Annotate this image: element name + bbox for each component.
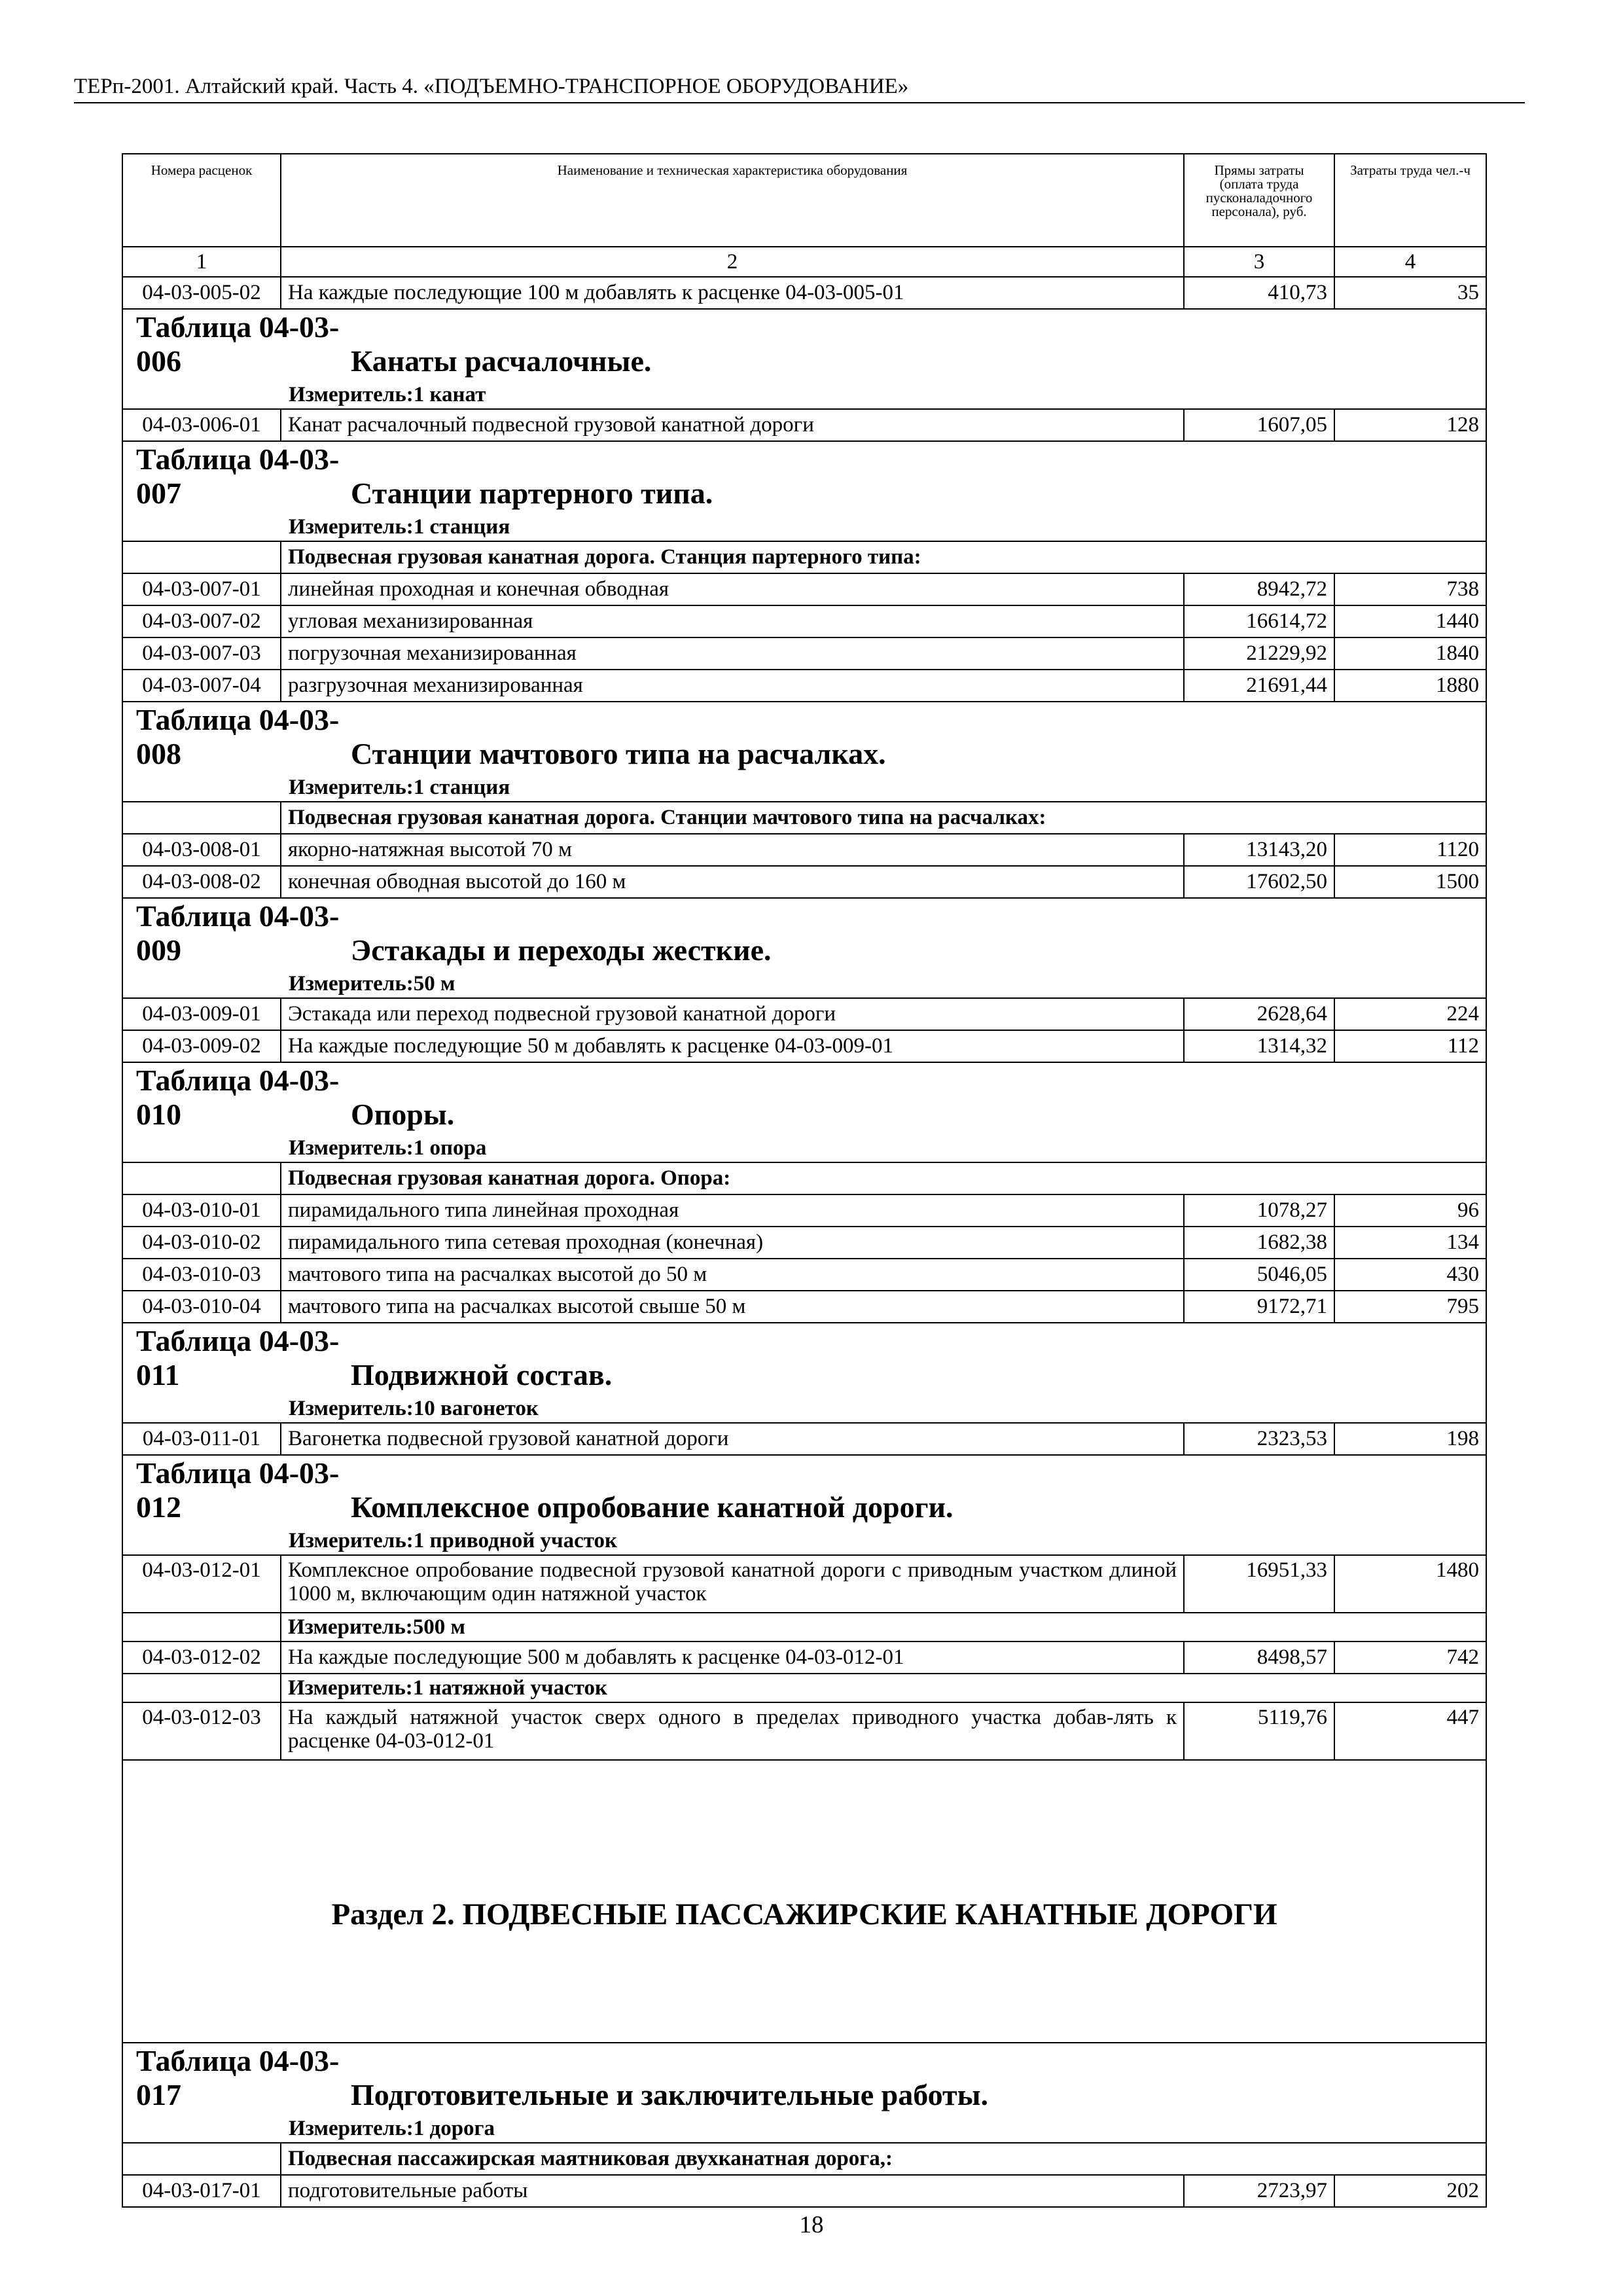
- labor-cost: 96: [1334, 1194, 1486, 1227]
- measure-unit: Измеритель:1 канат: [122, 381, 1486, 409]
- direct-cost: 2628,64: [1184, 998, 1334, 1030]
- direct-cost: 1607,05: [1184, 409, 1334, 441]
- measure-unit: Измеритель:10 вагонеток: [122, 1395, 1486, 1423]
- rate-description: угловая механизированная: [281, 605, 1184, 637]
- table-row: [122, 573, 1486, 605]
- table-name: Эстакады и переходы жесткие.: [351, 933, 772, 967]
- measure-row: [122, 513, 1486, 541]
- rate-code: 04-03-009-02: [122, 1030, 281, 1062]
- rate-code: 04-03-008-02: [122, 866, 281, 898]
- table-number: Таблица 04-03-012: [136, 1456, 340, 1524]
- table-row: [122, 1702, 1486, 1760]
- measure-row: [122, 1613, 1486, 1641]
- table-row: [122, 1641, 1486, 1674]
- rate-code: 04-03-007-01: [122, 573, 281, 605]
- table-name: Подготовительные и заключительные работы.: [351, 2078, 989, 2111]
- rate-description: якорно-натяжная высотой 70 м: [281, 834, 1184, 866]
- header-code: Номера расценок: [122, 154, 281, 247]
- table-name: Станции мачтового типа на расчалках.: [351, 737, 886, 770]
- table-name: Опоры.: [351, 1098, 455, 1131]
- table-title: [122, 1323, 1486, 1395]
- empty-cell: [122, 541, 281, 573]
- table-row: [122, 670, 1486, 702]
- table-row: [122, 998, 1486, 1030]
- table-title: [122, 441, 1486, 513]
- table-number: Таблица 04-03-007: [136, 442, 340, 510]
- labor-cost: 447: [1334, 1702, 1486, 1760]
- direct-cost: 1078,27: [1184, 1194, 1334, 1227]
- rate-description: На каждые последующие 100 м добавлять к расценке 04-03-005-01: [281, 277, 1184, 309]
- table-row: [122, 1194, 1486, 1227]
- labor-cost: 1120: [1334, 834, 1486, 866]
- measure-row: [122, 774, 1486, 802]
- table-title-row: [122, 898, 1486, 970]
- labor-cost: 198: [1334, 1423, 1486, 1455]
- rate-description: конечная обводная высотой до 160 м: [281, 866, 1184, 898]
- direct-cost: 1682,38: [1184, 1227, 1334, 1259]
- table-title: [122, 2043, 1486, 2115]
- table-title: [122, 898, 1486, 970]
- direct-cost: 21229,92: [1184, 637, 1334, 670]
- column-number: 2: [281, 247, 1184, 277]
- rate-code: 04-03-005-02: [122, 277, 281, 309]
- table-title: [122, 702, 1486, 774]
- rate-description: погрузочная механизированная: [281, 637, 1184, 670]
- subheading-row: [122, 802, 1486, 834]
- column-number: 1: [122, 247, 281, 277]
- measure-row: [122, 1395, 1486, 1423]
- labor-cost: 742: [1334, 1641, 1486, 1674]
- labor-cost: 1440: [1334, 605, 1486, 637]
- labor-cost: 202: [1334, 2175, 1486, 2207]
- table-number: Таблица 04-03-017: [136, 2044, 340, 2111]
- rate-description: пирамидального типа сетевая проходная (конечная): [281, 1227, 1184, 1259]
- rate-code: 04-03-006-01: [122, 409, 281, 441]
- rate-code: 04-03-012-01: [122, 1555, 281, 1613]
- table-row: [122, 1291, 1486, 1323]
- measure-unit: Измеритель:1 опора: [122, 1134, 1486, 1162]
- measure-row: [122, 1527, 1486, 1555]
- table-row: [122, 1030, 1486, 1062]
- table-number: Таблица 04-03-009: [136, 899, 340, 967]
- rate-code: 04-03-010-02: [122, 1227, 281, 1259]
- rate-description: Канат расчалочный подвесной грузовой канатной дороги: [281, 409, 1184, 441]
- labor-cost: 1880: [1334, 670, 1486, 702]
- direct-cost: 8498,57: [1184, 1641, 1334, 1674]
- section-title: Раздел 2. ПОДВЕСНЫЕ ПАССАЖИРСКИЕ КАНАТНЫЕ ДОРОГИ: [331, 1897, 1277, 1931]
- rate-code: 04-03-010-04: [122, 1291, 281, 1323]
- table-header-row: [122, 154, 1486, 247]
- measure-row: [122, 1674, 1486, 1702]
- table-name: Канаты расчалочные.: [351, 344, 652, 378]
- header-direct-cost: Прямы затраты (оплата труда пусконаладочного персонала), руб.: [1184, 154, 1334, 247]
- column-number-row: [122, 247, 1486, 277]
- empty-cell: [122, 2143, 281, 2175]
- table-title-row: [122, 2043, 1486, 2115]
- table-row: [122, 409, 1486, 441]
- rate-code: 04-03-012-03: [122, 1702, 281, 1760]
- labor-cost: 128: [1334, 409, 1486, 441]
- direct-cost: 2323,53: [1184, 1423, 1334, 1455]
- rate-description: На каждый натяжной участок сверх одного в пределах приводного участка добав-лять к расценке 04-03-012-01: [281, 1702, 1184, 1760]
- labor-cost: 795: [1334, 1291, 1486, 1323]
- rate-description: разгрузочная механизированная: [281, 670, 1184, 702]
- rate-description: пирамидального типа линейная проходная: [281, 1194, 1184, 1227]
- direct-cost: 5119,76: [1184, 1702, 1334, 1760]
- table-number: Таблица 04-03-006: [136, 310, 340, 378]
- direct-cost: 2723,97: [1184, 2175, 1334, 2207]
- labor-cost: 112: [1334, 1030, 1486, 1062]
- table-row: [122, 277, 1486, 309]
- measure-unit: Измеритель:1 приводной участок: [122, 1527, 1486, 1555]
- empty-cell: [122, 1613, 281, 1641]
- table-name: Подвижной состав.: [351, 1358, 613, 1391]
- section-heading: [122, 1760, 1486, 2043]
- rate-description: Комплексное опробование подвесной грузовой канатной дороги с приводным участком длиной 1000 м, включающим один натяжной участок: [281, 1555, 1184, 1613]
- rate-description: мачтового типа на расчалках высотой до 50 м: [281, 1259, 1184, 1291]
- rate-description: линейная проходная и конечная обводная: [281, 573, 1184, 605]
- table-row: [122, 866, 1486, 898]
- direct-cost: 9172,71: [1184, 1291, 1334, 1323]
- rate-code: 04-03-010-03: [122, 1259, 281, 1291]
- rate-description: Эстакада или переход подвесной грузовой канатной дороги: [281, 998, 1184, 1030]
- empty-cell: [122, 1162, 281, 1194]
- table-number: Таблица 04-03-011: [136, 1324, 340, 1391]
- direct-cost: 21691,44: [1184, 670, 1334, 702]
- measure-unit: Измеритель:1 станция: [122, 513, 1486, 541]
- table-title: [122, 1455, 1486, 1527]
- rate-code: 04-03-008-01: [122, 834, 281, 866]
- table-name: Станции партерного типа.: [351, 476, 713, 510]
- empty-cell: [122, 802, 281, 834]
- table-number: Таблица 04-03-008: [136, 703, 340, 770]
- labor-cost: 738: [1334, 573, 1486, 605]
- measure-row: [122, 381, 1486, 409]
- subheading: Подвесная пассажирская маятниковая двухканатная дорога,:: [281, 2143, 1486, 2175]
- measure-unit: Измеритель:1 дорога: [122, 2115, 1486, 2143]
- measure-unit: Измеритель:1 натяжной участок: [281, 1674, 1486, 1702]
- rate-code: 04-03-012-02: [122, 1641, 281, 1674]
- direct-cost: 16951,33: [1184, 1555, 1334, 1613]
- measure-unit: Измеритель:500 м: [281, 1613, 1486, 1641]
- direct-cost: 5046,05: [1184, 1259, 1334, 1291]
- column-number: 4: [1334, 247, 1486, 277]
- labor-cost: 134: [1334, 1227, 1486, 1259]
- header-labor: Затраты труда чел.-ч: [1334, 154, 1486, 247]
- rate-code: 04-03-007-04: [122, 670, 281, 702]
- table-row: [122, 2175, 1486, 2207]
- table-title-row: [122, 309, 1486, 381]
- table-title-row: [122, 1455, 1486, 1527]
- price-table: [122, 153, 1487, 2208]
- measure-row: [122, 970, 1486, 998]
- rate-description: На каждые последующие 500 м добавлять к расценке 04-03-012-01: [281, 1641, 1184, 1674]
- table-number: Таблица 04-03-010: [136, 1064, 340, 1131]
- table-title-row: [122, 441, 1486, 513]
- labor-cost: 1840: [1334, 637, 1486, 670]
- rate-description: Вагонетка подвесной грузовой канатной дороги: [281, 1423, 1184, 1455]
- labor-cost: 430: [1334, 1259, 1486, 1291]
- table-title: [122, 309, 1486, 381]
- direct-cost: 8942,72: [1184, 573, 1334, 605]
- subheading: Подвесная грузовая канатная дорога. Станции мачтового типа на расчалках:: [281, 802, 1486, 834]
- table-title: [122, 1062, 1486, 1134]
- subheading-row: [122, 541, 1486, 573]
- rate-code: 04-03-007-02: [122, 605, 281, 637]
- table-row: [122, 834, 1486, 866]
- measure-row: [122, 1134, 1486, 1162]
- subheading-row: [122, 2143, 1486, 2175]
- page-number: 18: [799, 2212, 824, 2238]
- table-title-row: [122, 1062, 1486, 1134]
- table-title-row: [122, 702, 1486, 774]
- rate-code: 04-03-009-01: [122, 998, 281, 1030]
- rate-description: подготовительные работы: [281, 2175, 1184, 2207]
- rate-code: 04-03-007-03: [122, 637, 281, 670]
- subheading: Подвесная грузовая канатная дорога. Станция партерного типа:: [281, 541, 1486, 573]
- table-name: Комплексное опробование канатной дороги.: [351, 1490, 954, 1524]
- header-name: Наименование и техническая характеристика оборудования: [281, 154, 1184, 247]
- table-row: [122, 1555, 1486, 1613]
- table-row: [122, 637, 1486, 670]
- rate-code: 04-03-011-01: [122, 1423, 281, 1455]
- table-row: [122, 1259, 1486, 1291]
- direct-cost: 13143,20: [1184, 834, 1334, 866]
- labor-cost: 1480: [1334, 1555, 1486, 1613]
- labor-cost: 35: [1334, 277, 1486, 309]
- labor-cost: 224: [1334, 998, 1486, 1030]
- empty-cell: [122, 1674, 281, 1702]
- measure-unit: Измеритель:50 м: [122, 970, 1486, 998]
- measure-row: [122, 2115, 1486, 2143]
- direct-cost: 410,73: [1184, 277, 1334, 309]
- table-row: [122, 1227, 1486, 1259]
- direct-cost: 17602,50: [1184, 866, 1334, 898]
- rate-description: На каждые последующие 50 м добавлять к расценке 04-03-009-01: [281, 1030, 1184, 1062]
- measure-unit: Измеритель:1 станция: [122, 774, 1486, 802]
- rate-code: 04-03-017-01: [122, 2175, 281, 2207]
- subheading-row: [122, 1162, 1486, 1194]
- running-head: ТЕРп-2001. Алтайский край. Часть 4. «ПОДЪЕМНО-ТРАНСПОРНОЕ ОБОРУДОВАНИЕ»: [74, 73, 1525, 103]
- labor-cost: 1500: [1334, 866, 1486, 898]
- rate-code: 04-03-010-01: [122, 1194, 281, 1227]
- table-title-row: [122, 1323, 1486, 1395]
- subheading: Подвесная грузовая канатная дорога. Опора:: [281, 1162, 1486, 1194]
- section-heading-row: [122, 1760, 1486, 2043]
- direct-cost: 16614,72: [1184, 605, 1334, 637]
- direct-cost: 1314,32: [1184, 1030, 1334, 1062]
- table-row: [122, 1423, 1486, 1455]
- rate-description: мачтового типа на расчалках высотой свыше 50 м: [281, 1291, 1184, 1323]
- column-number: 3: [1184, 247, 1334, 277]
- table-row: [122, 605, 1486, 637]
